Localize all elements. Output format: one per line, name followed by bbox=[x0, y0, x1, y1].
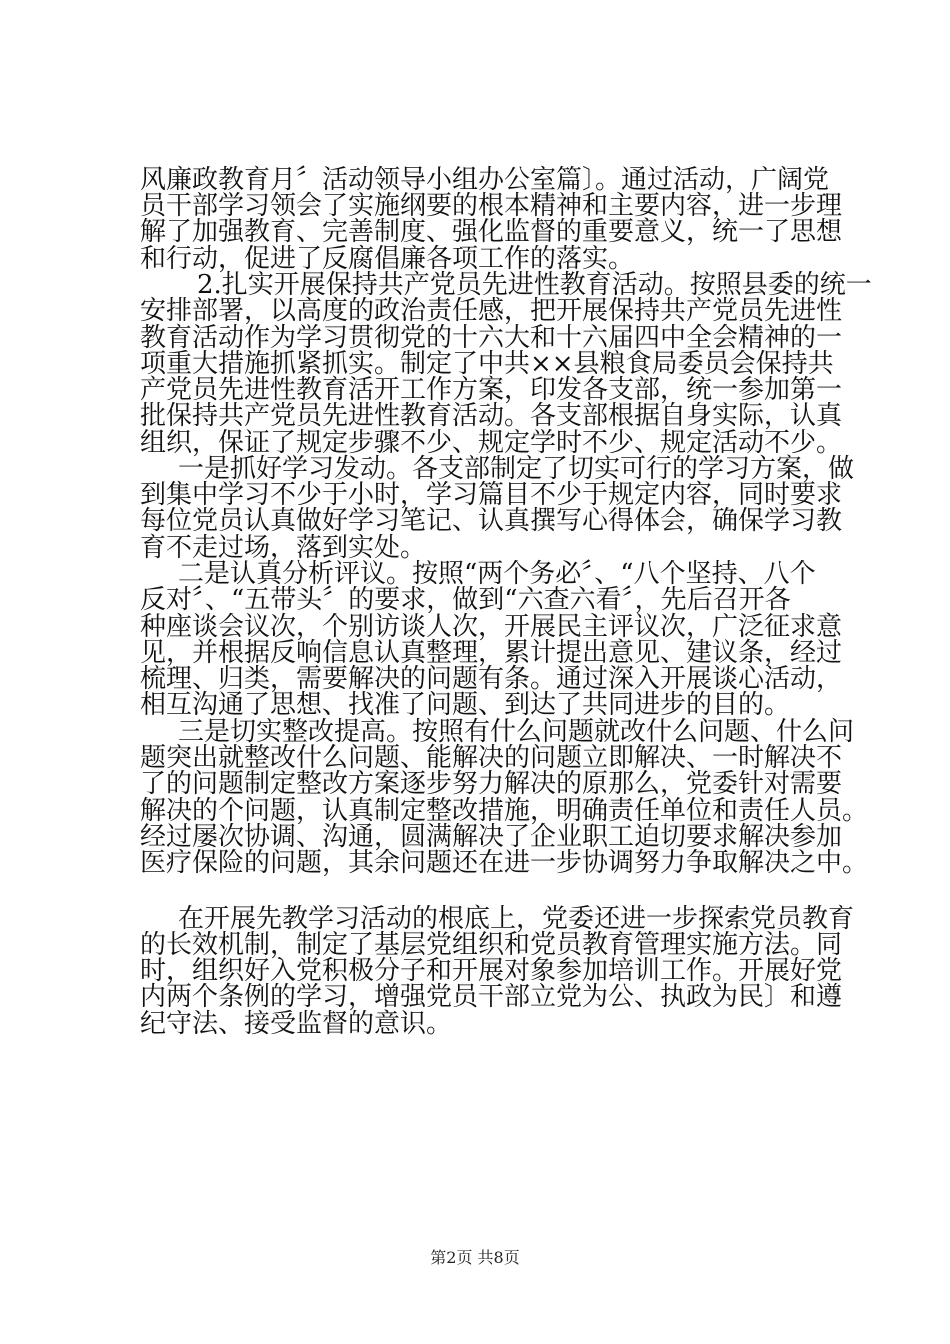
text-line: 经过屡次协调、沟通，圆满解决了企业职工迫切要求解决参加 bbox=[140, 821, 843, 852]
text-line: 员干部学习领会了实施纲要的根本精神和主要内容，进一步理 bbox=[140, 191, 843, 222]
text-line: 相互沟通了思想、找准了问题、到达了共同进步的目的。 bbox=[140, 690, 791, 721]
text-line: 一是抓好学习发动。各支部制定了切实可行的学习方案，做 bbox=[178, 453, 855, 484]
text-line: 教育活动作为学习贯彻党的十六大和十六届四中全会精神的一 bbox=[140, 322, 843, 353]
text-line: 二是认真分析评议。按照“两个务必〞、“八个坚持、八个 bbox=[178, 559, 816, 590]
text-line: 安排部署，以高度的政治责任感，把开展保持共产党员先进性 bbox=[140, 296, 843, 327]
text-line: 题突出就整改什么问题、能解决的问题立即解决、一时解决不 bbox=[140, 742, 843, 773]
text-line: 2.扎实开展保持共产党员先进性教育活动。按照县委的统一 bbox=[197, 269, 872, 300]
text-line: 和行动，促进了反腐倡廉各项工作的落实。 bbox=[140, 243, 635, 274]
text-line: 育不走过场，落到实处。 bbox=[140, 532, 427, 563]
text-line: 时，组织好入党积极分子和开展对象参加培训工作。开展好党 bbox=[140, 956, 843, 987]
text-line: 解了加强教育、完善制度、强化监督的重要意义，统一了思想 bbox=[140, 217, 843, 248]
text-line: 纪守法、接受监督的意识。 bbox=[140, 1008, 453, 1039]
text-line: 项重大措施抓紧抓实。制定了中共××县粮食局委员会保持共 bbox=[140, 348, 834, 379]
text-line: 种座谈会议次，个别访谈人次，开展民主评议次，广泛征求意 bbox=[140, 611, 843, 642]
text-line: 的长效机制，制定了基层党组织和党员教育管理实施方法。同 bbox=[140, 929, 843, 960]
text-line: 反对〞、“五带头〞的要求，做到“六查六看〞，先后召开各 bbox=[140, 585, 791, 616]
text-line: 内两个条例的学习，增强党员干部立党为公、执政为民〕和遵 bbox=[140, 982, 843, 1013]
text-line: 到集中学习不少于小时，学习篇目不少于规定内容，同时要求 bbox=[140, 480, 843, 511]
text-line: 在开展先教学习活动的根底上，党委还进一步探索党员教育 bbox=[178, 903, 855, 934]
text-line: 医疗保险的问题，其余问题还在进一步协调努力争取解决之中。 bbox=[140, 848, 869, 879]
text-line: 批保持共产党员先进性教育活动。各支部根据自身实际，认真 bbox=[140, 401, 843, 432]
page-number-footer: 第2页 共8页 bbox=[430, 1248, 520, 1267]
text-line: 产党员先进性教育活开工作方案，印发各支部，统一参加第一 bbox=[140, 375, 843, 406]
text-line: 梳理、归类，需要解决的问题有条。通过深入开展谈心活动， bbox=[140, 664, 843, 695]
text-line: 组织，保证了规定步骤不少、规定学时不少、规定活动不少。 bbox=[140, 427, 843, 458]
text-line: 风廉政教育月〞活动领导小组办公室篇〕。通过活动，广阔党 bbox=[140, 164, 830, 195]
text-line: 见，并根据反响信息认真整理，累计提出意见、建议条，经过 bbox=[140, 637, 843, 668]
text-line: 三是切实整改提高。按照有什么问题就改什么问题、什么问 bbox=[178, 716, 855, 747]
text-line: 解决的个问题，认真制定整改措施，明确责任单位和责任人员。 bbox=[140, 795, 869, 826]
text-line: 了的问题制定整改方案逐步努力解决的原那么，党委针对需要 bbox=[140, 769, 843, 800]
text-line: 每位党员认真做好学习笔记、认真撰写心得体会，确保学习教 bbox=[140, 506, 843, 537]
